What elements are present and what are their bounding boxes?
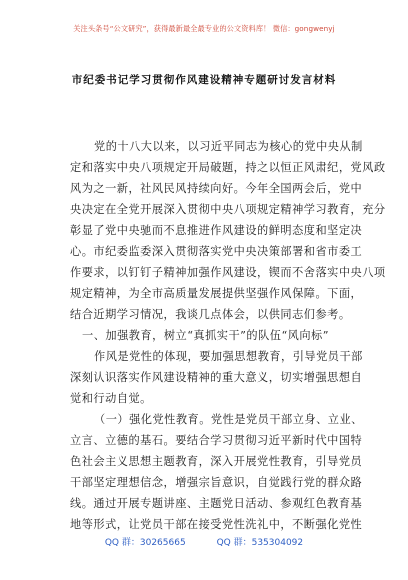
paragraph-line: 作要求，以钉钉子精神加强作风建设，锲而不舍落实中央八项: [70, 266, 386, 279]
footer-contacts: [0, 535, 408, 548]
paragraph-line: 作风是党性的体现，要加强思想教育，引导党员干部: [94, 350, 363, 363]
paragraph-line: 结合近期学习情况，我谈几点体会，以供同志们参考。: [70, 308, 351, 321]
document-title: 市纪委书记学习贯彻作风建设精神专题研讨发言材料: [71, 74, 337, 86]
paragraph-line: 定和落实中央八项规定开局破题，持之以恒正风肃纪，党风政: [70, 161, 386, 174]
paragraph-line: 深刻认识落实作风建设精神的重大意义，切实增强思想自: [70, 371, 363, 384]
section-heading: 一、加强教育，树立“真抓实干”的队伍“风向标”: [82, 329, 329, 342]
qq-group-1: QQ 群：30265665: [104, 538, 186, 548]
paragraph-line: 觉和行动自觉。: [70, 392, 152, 405]
paragraph-line: 央决定在全党开展深入贯彻中央八项规定精神学习教育，充分: [70, 203, 386, 216]
paragraph-line: 心。市纪委监委深入贯彻落实党中央决策部署和省市委工: [70, 245, 363, 258]
document-body: [70, 136, 386, 535]
paragraph-line: 干部坚定理想信念，增强宗旨意识，自觉践行党的群众路: [70, 476, 363, 489]
paragraph-line: 规定精神，为全市高质量发展提供坚强作风保障。下面，: [70, 287, 363, 300]
paragraph-line: 立言、立德的基石。要结合学习贯彻习近平新时代中国特: [70, 434, 363, 447]
header-banner: 关注头条号“公文研究”，获得最新最全最专业的公文资料库！ 微信：gongwenyj: [73, 24, 335, 33]
paragraph-line: 线。通过开展专题讲座、主题党日活动、参观红色教育基: [70, 497, 363, 510]
paragraph-line: （一）强化党性教育。党性是党员干部立身、立业、: [94, 413, 363, 426]
paragraph-line: 地等形式，让党员干部在接受党性洗礼中，不断强化党性: [70, 518, 363, 531]
paragraph-line: 彰显了党中央驰而不息推进作风建设的鲜明态度和坚定决: [70, 224, 363, 237]
qq-group-2: QQ 群：535304092: [216, 538, 304, 548]
paragraph-line: 风为之一新，社风民风持续向好。今年全国两会后，党中: [70, 182, 363, 195]
paragraph-line: 党的十八大以来，以习近平同志为核心的党中央从制: [94, 140, 363, 153]
paragraph-line: 色社会主义思想主题教育，深入开展党性教育，引导党员: [70, 455, 363, 468]
